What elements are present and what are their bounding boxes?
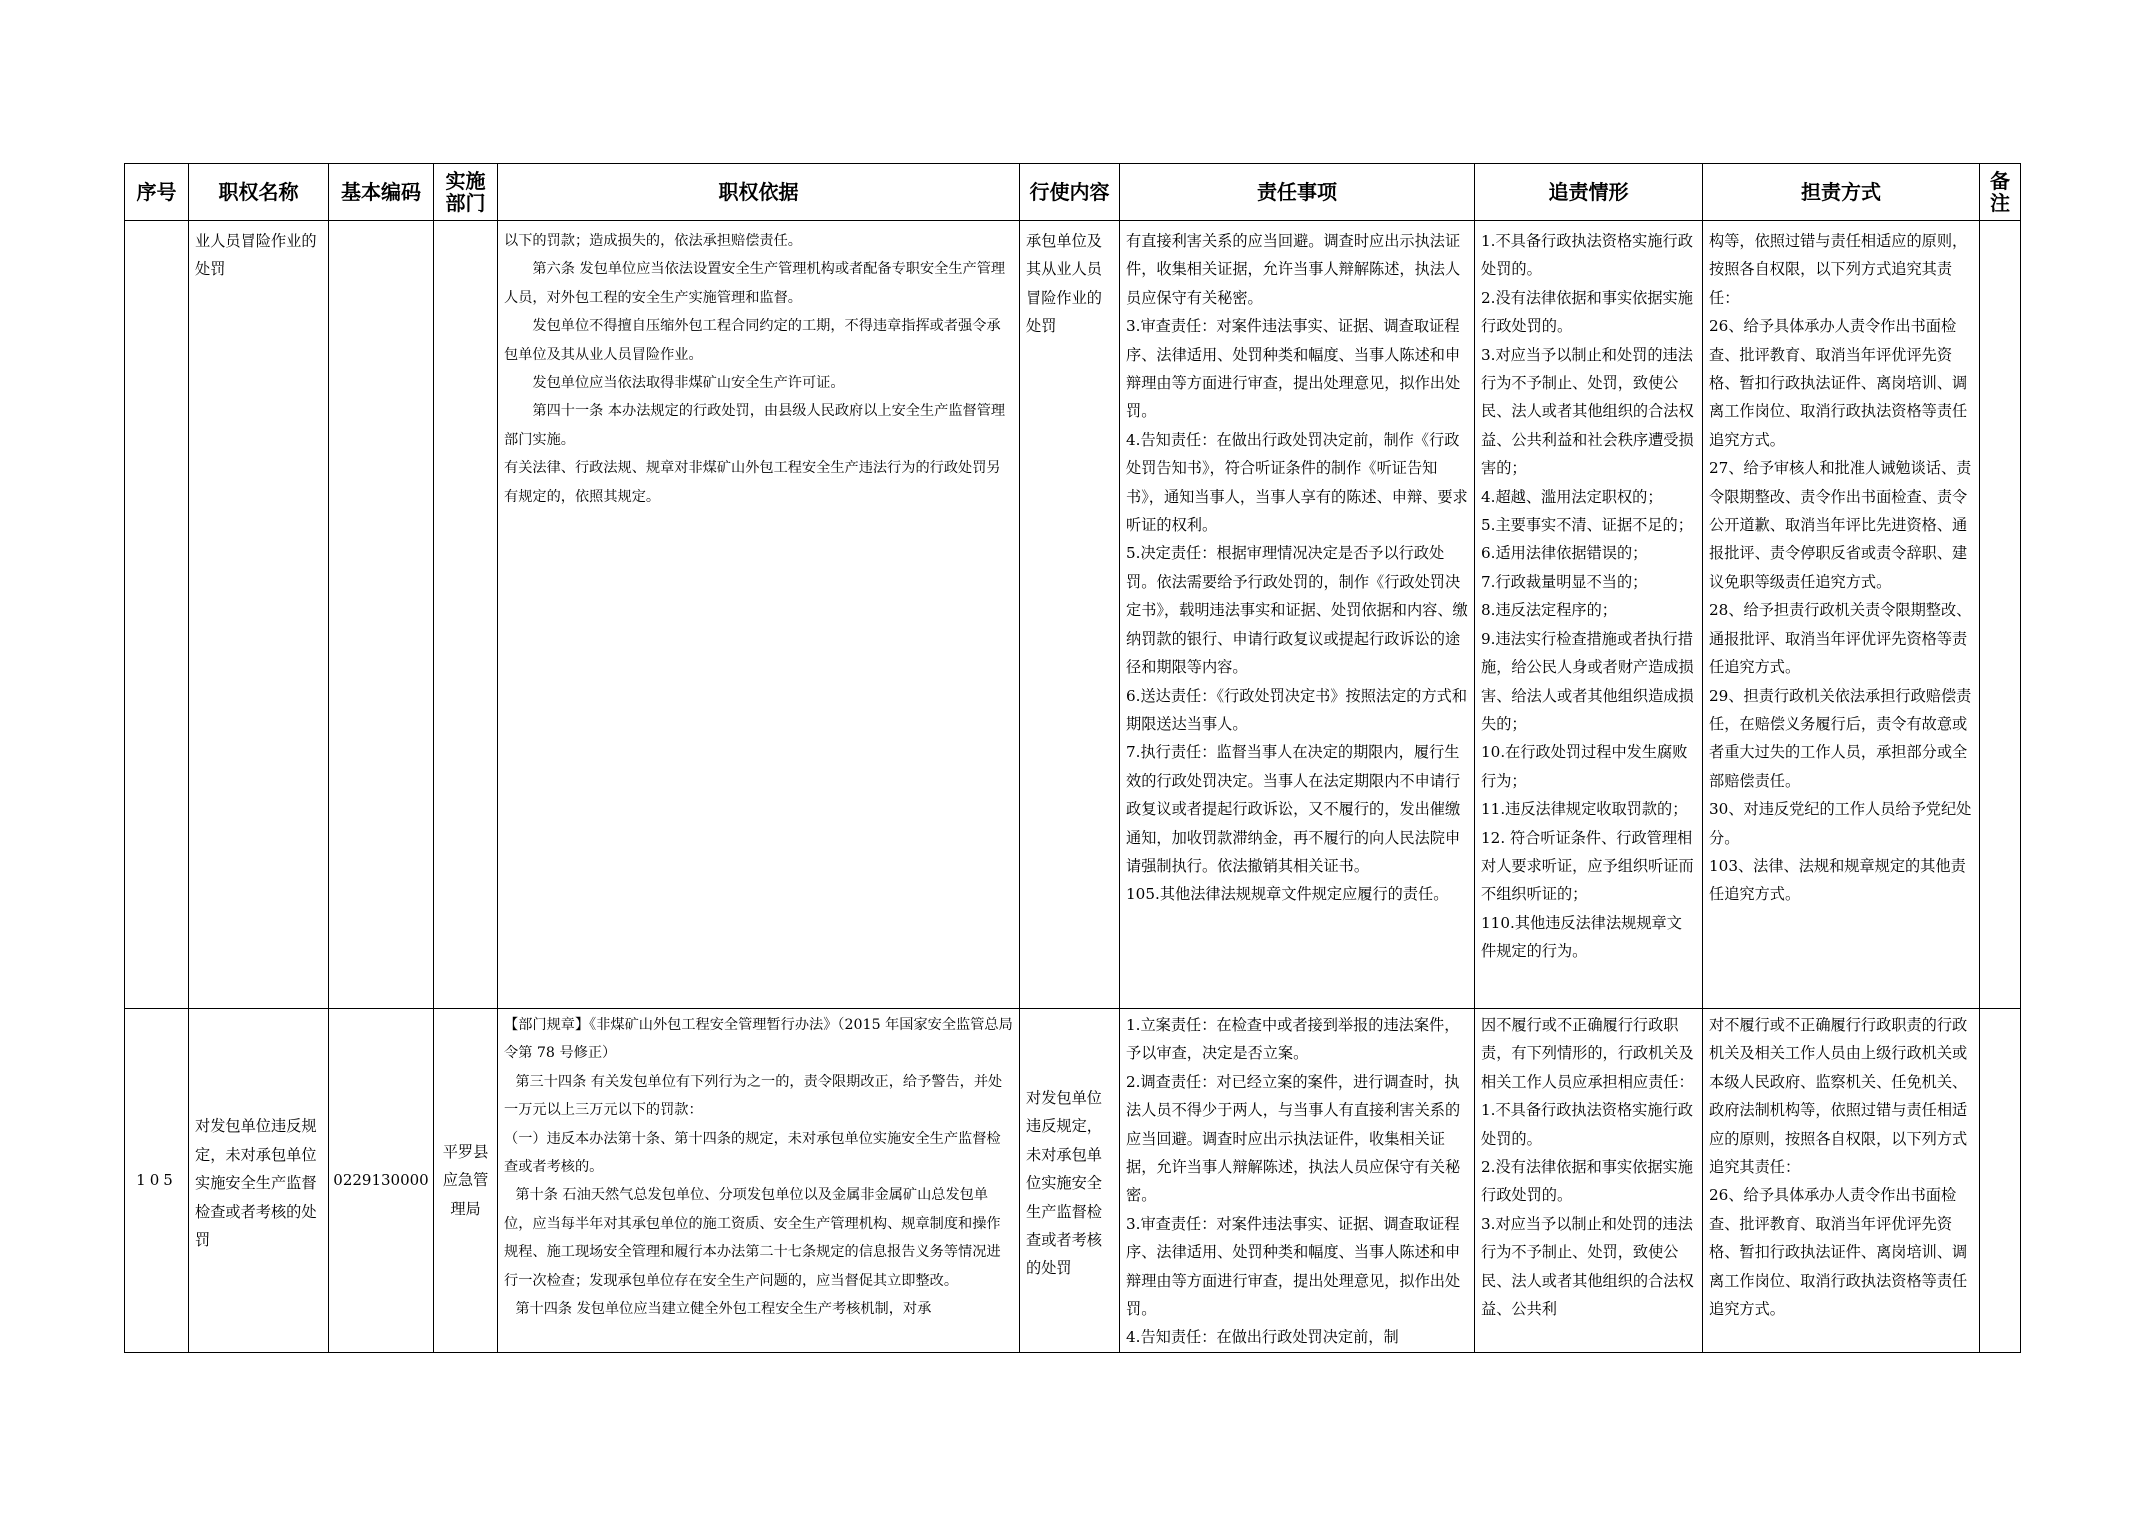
- accountability-cell: [1475, 221, 1703, 1009]
- content-cell: 承包单位及其从业人员冒险作业的处罚: [1020, 221, 1120, 1009]
- dept-cell: 平罗县应急管理局: [434, 1009, 498, 1353]
- header-method: 担责方式: [1703, 164, 1980, 221]
- duty-item: 有直接利害关系的应当回避。调查时应出示执法证件，收集相关证据，允许当事人辩解陈述，执法人员应保守有关秘密。: [1126, 232, 1461, 307]
- duty-item: 6.送达责任：《行政处罚决定书》按照法定的方式和期限送达当事人。: [1126, 686, 1468, 733]
- accountability-item: 2.没有法律依据和事实依据实施行政处罚的。: [1481, 288, 1693, 336]
- duty-cell: [1120, 1009, 1475, 1353]
- accountability-item: 4.超越、滥用法定职权的；: [1481, 487, 1663, 506]
- duty-item: 4.告知责任：在做出行政处罚决定前，制作《行政处罚告知书》，符合听证条件的制作《听证告知书》，通知当事人，当事人享有的陈述、申辩、要求听证的权利。: [1126, 430, 1468, 535]
- name-cell: 业人员冒险作业的处罚: [189, 221, 329, 1009]
- accountability-item: 5.主要事实不清、证据不足的；: [1481, 516, 1693, 535]
- header-code: 基本编码: [329, 164, 434, 221]
- method-cell: [1703, 221, 1980, 1009]
- header-name: 职权名称: [189, 164, 329, 221]
- accountability-item: 3.对应当予以制止和处罚的违法行为不予制止、处罚，致使公民、法人或者其他组织的合法权益、公共利益和社会秩序遭受损害的；: [1481, 345, 1694, 478]
- accountability-item: 1.不具备行政执法资格实施行政处罚的。: [1481, 1101, 1693, 1148]
- duty-item: 105.其他法律法规规章文件规定应履行的责任。: [1126, 885, 1449, 904]
- duty-item: 4.告知责任：在做出行政处罚决定前，制: [1126, 1328, 1399, 1347]
- basis-paragraph: 第四十一条 本办法规定的行政处罚，由县级人民政府以上安全生产监督管理部门实施。: [504, 403, 1006, 448]
- accountability-cell: [1475, 1009, 1703, 1353]
- accountability-item: 8.违反法定程序的；: [1481, 601, 1617, 620]
- basis-paragraph: 有关法律、行政法规、规章对非煤矿山外包工程安全生产违法行为的行政处罚另有规定的，依照其规定。: [504, 460, 1001, 505]
- seq-cell: 105: [125, 1009, 189, 1353]
- header-accountability: 追责情形: [1475, 164, 1703, 221]
- basis-cell: [498, 221, 1020, 1009]
- method-cell: [1703, 1009, 1980, 1353]
- basis-paragraph: 第十条 石油天然气总发包单位、分项发包单位以及金属非金属矿山总发包单位，应当每半年对其承包单位的施工资质、安全生产管理机构、规章制度和操作规程、施工现场安全管理和履行本办法第二十七条规定的信息报告义务等情况进行一次检查；发现承包单位存在安全生产问题的，应当督促其立即整改。: [504, 1187, 1001, 1289]
- method-item: 构等，依照过错与责任相适应的原则，按照各自权限，以下列方式追究其责任：: [1709, 232, 1968, 307]
- note-cell: [1980, 221, 2021, 1009]
- dept-cell: [434, 221, 498, 1009]
- accountability-item: 1.不具备行政执法资格实施行政处罚的。: [1481, 232, 1693, 279]
- method-item: 对不履行或不正确履行行政职责的行政机关及相关工作人员由上级行政机关或本级人民政府、监察机关、任免机关、政府法制机构等，依照过错与责任相适应的原则，按照各自权限，以下列方式追究其责任：: [1709, 1016, 1968, 1177]
- authority-table: [124, 163, 2021, 1353]
- header-content: 行使内容: [1020, 164, 1120, 221]
- accountability-item: 12. 符合听证条件、行政管理相对人要求听证，应予组织听证而不组织听证的；: [1481, 828, 1694, 904]
- duty-item: 5.决定责任：根据审理情况决定是否予以行政处罚。依法需要给予行政处罚的，制作《行政处罚决定书》，载明违法事实和证据、处罚依据和内容、缴纳罚款的银行、申请行政复议或提起行政诉讼的途径和期限等内容。: [1126, 544, 1468, 677]
- accountability-item: 6.适用法律依据错误的；: [1481, 544, 1648, 563]
- basis-paragraph: 发包单位不得擅自压缩外包工程合同约定的工期，不得违章指挥或者强令承包单位及其从业人员冒险作业。: [504, 318, 1001, 363]
- method-item: 28、给予担责行政机关责令限期整改、通报批评、取消当年评优评先资格等责任追究方式。: [1709, 601, 1972, 677]
- basis-paragraph: 以下的罚款；造成损失的，依法承担赔偿责任。: [504, 233, 802, 249]
- duty-item: 3.审查责任：对案件违法事实、证据、调查取证程序、法律适用、处罚种类和幅度、当事人陈述和申辩理由等方面进行审查，提出处理意见，拟作出处罚。: [1126, 1214, 1461, 1319]
- basis-paragraph: 发包单位应当依法取得非煤矿山安全生产许可证。: [532, 375, 845, 392]
- duty-item: 2.调查责任：对已经立案的案件，进行调查时，执法人员不得少于两人，与当事人有直接利害关系的应当回避。调查时应出示执法证件，收集相关证据，允许当事人辩解陈述，执法人员应保守有关秘密。: [1126, 1072, 1461, 1205]
- duty-item: 3.审查责任：对案件违法事实、证据、调查取证程序、法律适用、处罚种类和幅度、当事人陈述和申辩理由等方面进行审查，提出处理意见，拟作出处罚。: [1126, 317, 1461, 421]
- accountability-item: 因不履行或不正确履行行政职责，有下列情形的，行政机关及相关工作人员应承担相应责任：: [1481, 1016, 1694, 1091]
- basis-paragraph: 【部门规章】《非煤矿山外包工程安全管理暂行办法》（2015 年国家安全监管总局令第 78 号修正）: [504, 1017, 1013, 1062]
- accountability-item: 10.在行政处罚过程中发生腐败行为；: [1481, 743, 1688, 790]
- method-item: 30、对违反党纪的工作人员给予党纪处分。: [1709, 800, 1972, 847]
- code-cell: [329, 221, 434, 1009]
- code-cell: 0229130000: [329, 1009, 434, 1353]
- accountability-item: 11.违反法律规定收取罚款的；: [1481, 800, 1688, 819]
- header-duty: 责任事项: [1120, 164, 1475, 221]
- method-item: 29、担责行政机关依法承担行政赔偿责任，在赔偿义务履行后，责令有故意或者重大过失的工作人员，承担部分或全部赔偿责任。: [1709, 686, 1972, 790]
- duty-item: 1.立案责任：在检查中或者接到举报的违法案件，予以审查，决定是否立案。: [1126, 1016, 1460, 1063]
- header-seq: 序号: [125, 164, 189, 221]
- method-item: 27、给予审核人和批准人诫勉谈话、责令限期整改、责令作出书面检查、责令公开道歉、取消当年评比先进资格、通报批评、责令停职反省或责令辞职、建议免职等级责任追究方式。: [1709, 459, 1972, 591]
- basis-paragraph: 第三十四条 有关发包单位有下列行为之一的，责令限期改正，给予警告，并处一万元以上三万元以下的罚款：: [504, 1073, 1003, 1119]
- accountability-item: 7.行政裁量明显不当的；: [1481, 572, 1648, 591]
- header-row: [125, 164, 2021, 221]
- table-row: [125, 1009, 2021, 1353]
- table-row: [125, 221, 2021, 1009]
- accountability-item: 9.违法实行检查措施或者执行措施，给公民人身或者财产造成损害、给法人或者其他组织造成损失的；: [1481, 629, 1694, 733]
- accountability-item: 110.其他违反法律法规规章文件规定的行为。: [1481, 913, 1682, 961]
- method-item: 26、给予具体承办人责令作出书面检查、批评教育、取消当年评优评先资格、暂扣行政执法证件、离岗培训、调离工作岗位、取消行政执法资格等责任追究方式。: [1709, 317, 1968, 449]
- method-item: 26、给予具体承办人责令作出书面检查、批评教育、取消当年评优评先资格、暂扣行政执法证件、离岗培训、调离工作岗位、取消行政执法资格等责任追究方式。: [1709, 1186, 1968, 1319]
- header-basis: 职权依据: [498, 164, 1020, 221]
- duty-item: 7.执行责任：监督当事人在决定的期限内，履行生效的行政处罚决定。当事人在法定期限内不申请行政复议或者提起行政诉讼，又不履行的，发出催缴通知，加收罚款滞纳金，再不履行的向人民法院申请强制执行。依法撤销其相关证书。: [1126, 743, 1461, 875]
- basis-paragraph: 第六条 发包单位应当依法设置安全生产管理机构或者配备专职安全生产管理人员，对外包工程的安全生产实施管理和监督。: [504, 261, 1006, 306]
- basis-paragraph: （一）违反本办法第十条、第十四条的规定，未对承包单位实施安全生产监督检查或者考核的。: [504, 1130, 1001, 1176]
- basis-cell: [498, 1009, 1020, 1353]
- seq-cell: [125, 221, 189, 1009]
- accountability-item: 2.没有法律依据和事实依据实施行政处罚的。: [1481, 1158, 1693, 1205]
- accountability-item: 3.对应当予以制止和处罚的违法行为不予制止、处罚，致使公民、法人或者其他组织的合法权益、公共利: [1481, 1214, 1694, 1319]
- method-item: 103、法律、法规和规章规定的其他责任追究方式。: [1709, 856, 1966, 904]
- duty-cell: [1120, 221, 1475, 1009]
- name-cell: 对发包单位违反规定，未对承包单位实施安全生产监督检查或者考核的处罚: [189, 1009, 329, 1353]
- note-cell: [1980, 1009, 2021, 1353]
- header-note: 备注: [1980, 164, 2021, 221]
- content-cell: 对发包单位违反规定，未对承包单位实施安全生产监督检查或者考核的处罚: [1020, 1009, 1120, 1353]
- basis-paragraph: 第十四条 发包单位应当建立健全外包工程安全生产考核机制，对承: [515, 1301, 932, 1318]
- header-dept: 实施部门: [434, 164, 498, 221]
